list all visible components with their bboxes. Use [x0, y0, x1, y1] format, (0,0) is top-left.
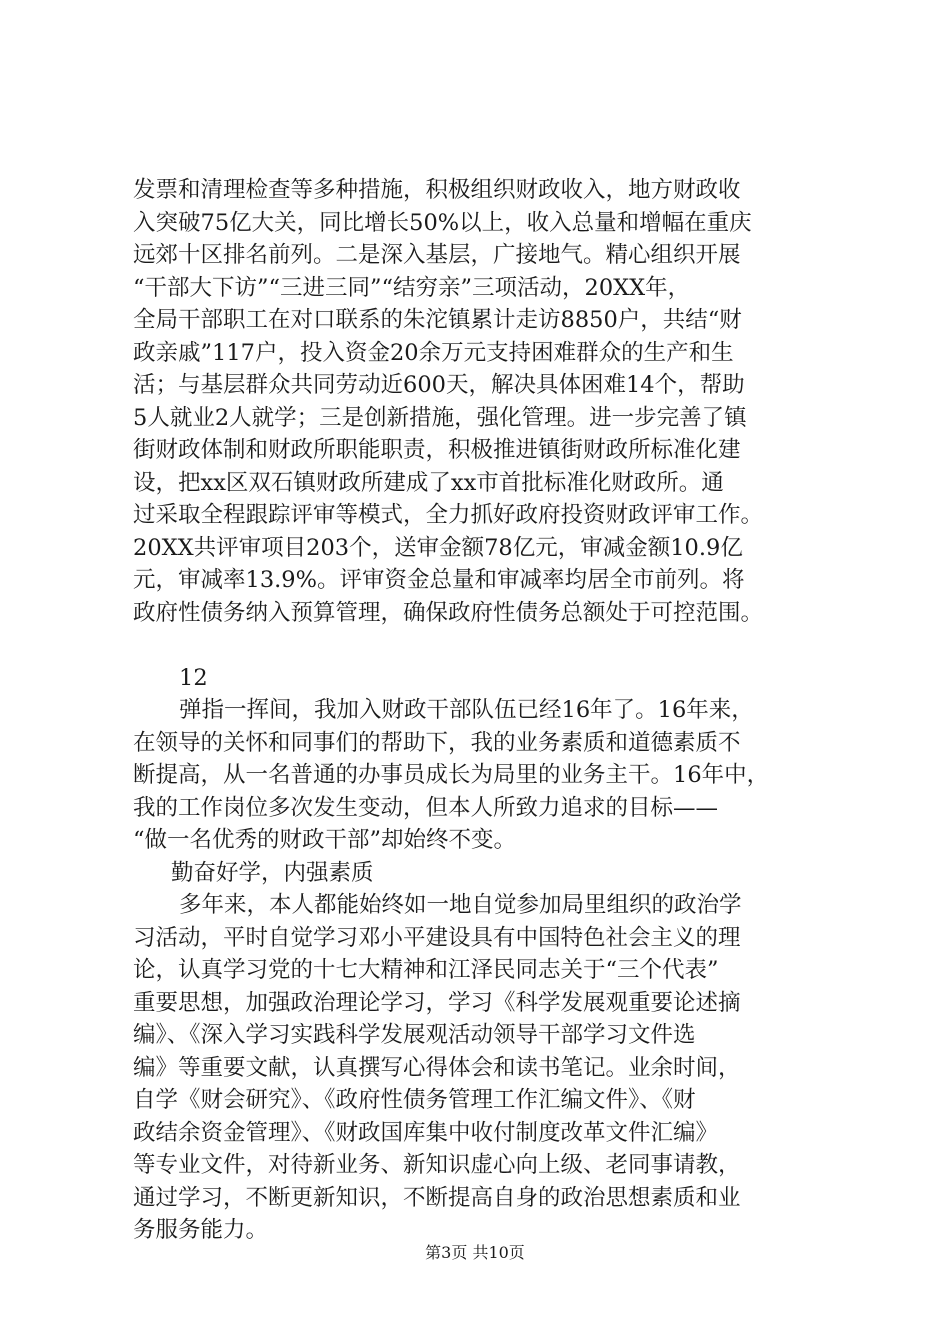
- paragraph-line: 断提高，从一名普通的办事员成长为局里的业务主干。16年中，: [133, 762, 770, 788]
- paragraph-line: 政结余资金管理》、《财政国库集中收付制度改革文件汇编》: [133, 1119, 719, 1146]
- paragraph-line: 全局干部职工在对口联系的朱沱镇累计走访8850户，共结“财: [133, 307, 742, 333]
- section-number: 12: [179, 664, 208, 691]
- paragraph-line: 入突破75亿大关，同比增长50%以上，收入总量和增幅在重庆: [133, 209, 752, 236]
- paragraph-line: 5人就业2人就学；三是创新措施，强化管理。进一步完善了镇: [133, 404, 747, 431]
- paragraph-line: 弹指一挥间，我加入财政干部队伍已经16年了。16年来，: [179, 697, 754, 723]
- paragraph-line: 20XX共评审项目203个，送审金额78亿元，审减金额10.9亿: [133, 534, 743, 561]
- paragraph-line: 编》等重要文献，认真撰写心得体会和读书笔记。业余时间，: [133, 1054, 741, 1081]
- section-heading: 勤奋好学，内强素质: [171, 859, 374, 886]
- paragraph-line: 我的工作岗位多次发生变动，但本人所致力追求的目标——: [133, 794, 719, 821]
- paragraph-line: 务服务能力。: [133, 1217, 269, 1243]
- paragraph-line: 重要思想，加强政治理论学习，学习《科学发展观重要论述摘: [133, 989, 741, 1016]
- paragraph-gap: [133, 629, 857, 662]
- paragraph-line: 过采取全程跟踪评审等模式，全力抓好政府投资财政评审工作。: [133, 502, 764, 528]
- paragraph-line: 等专业文件，对待新业务、新知识虚心向上级、老同事请教，: [133, 1152, 741, 1178]
- paragraph-line: 政亲戚”117户，投入资金20余万元支持困难群众的生产和生: [133, 339, 734, 366]
- paragraph-line: 街财政体制和财政所职能职责，积极推进镇街财政所标准化建: [133, 437, 741, 463]
- paragraph-line: 元，审减率13.9%。评审资金总量和审减率均居全市前列。将: [133, 567, 745, 593]
- paragraph-line: 论，认真学习党的十七大精神和江泽民同志关于“三个代表”: [133, 957, 719, 983]
- paragraph-line: 远郊十区排名前列。二是深入基层，广接地气。精心组织开展: [133, 242, 741, 268]
- paragraph-line: 习活动，平时自觉学习邓小平建设具有中国特色社会主义的理: [133, 924, 741, 951]
- paragraph-line: “做一名优秀的财政干部”却始终不变。: [133, 827, 517, 853]
- paragraph-line: 活；与基层群众共同劳动近600天，解决具体困难14个，帮助: [133, 372, 745, 398]
- paragraph-line: 政府性债务纳入预算管理，确保政府性债务总额处于可控范围。: [133, 599, 764, 626]
- paragraph-line: 发票和清理检查等多种措施，积极组织财政收入，地方财政收: [133, 177, 741, 203]
- page-footer: 第3页 共10页: [425, 1243, 525, 1262]
- document-body: [133, 174, 857, 1247]
- paragraph-line: 多年来，本人都能始终如一地自觉参加局里组织的政治学: [179, 892, 742, 918]
- paragraph-line: 在领导的关怀和同事们的帮助下，我的业务素质和道德素质不: [133, 729, 741, 756]
- paragraph-line: 设，把xx区双石镇财政所建成了xx市首批标准化财政所。通: [133, 469, 724, 496]
- paragraph-line: 自学《财会研究》、《政府性债务管理工作汇编文件》、《财: [133, 1087, 696, 1113]
- paragraph-line: 编》、《深入学习实践科学发展观活动领导干部学习文件选: [133, 1022, 696, 1048]
- paragraph-line: 通过学习，不断更新知识，不断提高自身的政治思想素质和业: [133, 1184, 741, 1211]
- paragraph-line: “干部大下访”“三进三同”“结穷亲”三项活动，20XX年，: [133, 274, 691, 301]
